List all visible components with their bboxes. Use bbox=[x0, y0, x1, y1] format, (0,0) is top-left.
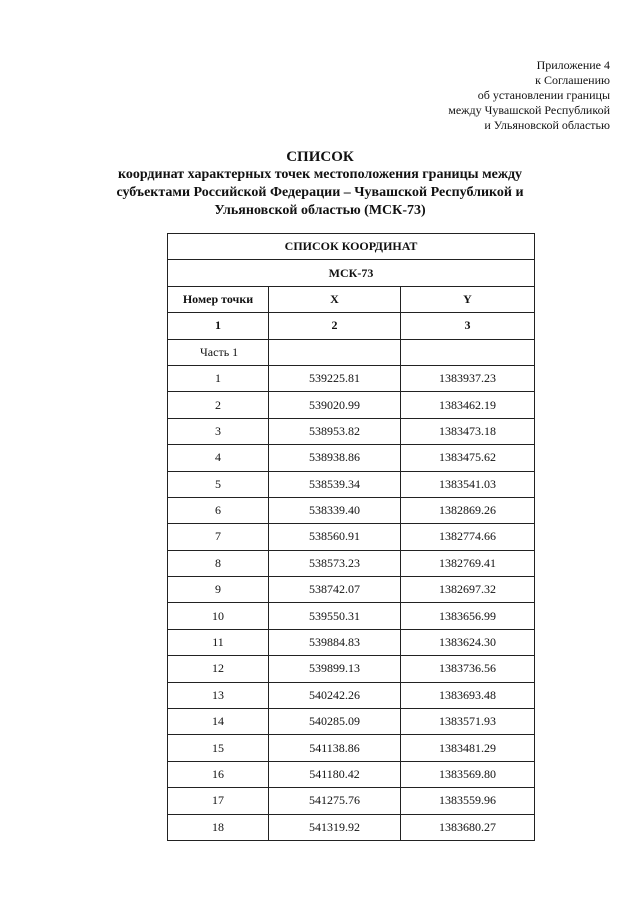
column-number: 1 bbox=[168, 313, 269, 339]
table-row bbox=[168, 445, 535, 471]
annex-line: к Соглашению bbox=[535, 73, 610, 87]
y-coordinate-cell: 1382774.66 bbox=[401, 524, 535, 550]
x-coordinate-cell: 541180.42 bbox=[269, 761, 401, 787]
table-row bbox=[168, 656, 535, 682]
table-row bbox=[168, 577, 535, 603]
table-row bbox=[168, 709, 535, 735]
table-caption-row bbox=[168, 234, 535, 260]
title-line: субъектами Российской Федерации – Чувашской Республикой и bbox=[116, 185, 524, 200]
column-header-point: Номер точки bbox=[168, 286, 269, 312]
point-number-cell: 1 bbox=[168, 365, 269, 391]
table-caption: СПИСОК КООРДИНАТ bbox=[168, 234, 535, 260]
x-coordinate-cell: 541138.86 bbox=[269, 735, 401, 761]
table-row bbox=[168, 471, 535, 497]
y-coordinate-cell: 1383462.19 bbox=[401, 392, 535, 418]
point-number-cell: 12 bbox=[168, 656, 269, 682]
x-coordinate-cell: 539020.99 bbox=[269, 392, 401, 418]
table-column-numbers-row bbox=[168, 313, 535, 339]
point-number-cell: 18 bbox=[168, 814, 269, 840]
point-number-cell: 16 bbox=[168, 761, 269, 787]
empty-cell bbox=[401, 339, 535, 365]
point-number-cell: 11 bbox=[168, 629, 269, 655]
document-title bbox=[0, 148, 640, 220]
y-coordinate-cell: 1383736.56 bbox=[401, 656, 535, 682]
y-coordinate-cell: 1383937.23 bbox=[401, 365, 535, 391]
point-number-cell: 10 bbox=[168, 603, 269, 629]
y-coordinate-cell: 1382697.32 bbox=[401, 577, 535, 603]
annex-header bbox=[448, 58, 610, 133]
x-coordinate-cell: 540242.26 bbox=[269, 682, 401, 708]
point-number-cell: 6 bbox=[168, 497, 269, 523]
point-number-cell: 3 bbox=[168, 418, 269, 444]
point-number-cell: 2 bbox=[168, 392, 269, 418]
x-coordinate-cell: 538339.40 bbox=[269, 497, 401, 523]
column-header-x: X bbox=[269, 286, 401, 312]
point-number-cell: 9 bbox=[168, 577, 269, 603]
table-row bbox=[168, 418, 535, 444]
y-coordinate-cell: 1383541.03 bbox=[401, 471, 535, 497]
y-coordinate-cell: 1383624.30 bbox=[401, 629, 535, 655]
coordinate-system: МСК-73 bbox=[168, 260, 535, 286]
table-row bbox=[168, 550, 535, 576]
x-coordinate-cell: 539899.13 bbox=[269, 656, 401, 682]
y-coordinate-cell: 1383680.27 bbox=[401, 814, 535, 840]
coordinates-table bbox=[167, 233, 535, 841]
annex-line: и Ульяновской областью bbox=[484, 118, 610, 132]
x-coordinate-cell: 539550.31 bbox=[269, 603, 401, 629]
x-coordinate-cell: 541319.92 bbox=[269, 814, 401, 840]
y-coordinate-cell: 1382769.41 bbox=[401, 550, 535, 576]
column-number: 2 bbox=[269, 313, 401, 339]
title-main: СПИСОК bbox=[286, 149, 354, 165]
y-coordinate-cell: 1383693.48 bbox=[401, 682, 535, 708]
y-coordinate-cell: 1383473.18 bbox=[401, 418, 535, 444]
table-row bbox=[168, 392, 535, 418]
x-coordinate-cell: 538539.34 bbox=[269, 471, 401, 497]
table-row bbox=[168, 629, 535, 655]
table-row bbox=[168, 788, 535, 814]
table-row bbox=[168, 735, 535, 761]
point-number-cell: 13 bbox=[168, 682, 269, 708]
x-coordinate-cell: 538938.86 bbox=[269, 445, 401, 471]
x-coordinate-cell: 538560.91 bbox=[269, 524, 401, 550]
x-coordinate-cell: 539225.81 bbox=[269, 365, 401, 391]
empty-cell bbox=[269, 339, 401, 365]
point-number-cell: 15 bbox=[168, 735, 269, 761]
x-coordinate-cell: 540285.09 bbox=[269, 709, 401, 735]
table-row bbox=[168, 524, 535, 550]
point-number-cell: 5 bbox=[168, 471, 269, 497]
title-line: координат характерных точек местоположения границы между bbox=[117, 167, 523, 182]
part-label: Часть 1 bbox=[168, 339, 269, 365]
table-row bbox=[168, 603, 535, 629]
annex-line: об установлении границы bbox=[477, 88, 610, 102]
y-coordinate-cell: 1383475.62 bbox=[401, 445, 535, 471]
annex-line: между Чувашской Республикой bbox=[448, 103, 610, 117]
table-row bbox=[168, 365, 535, 391]
x-coordinate-cell: 538953.82 bbox=[269, 418, 401, 444]
part-row bbox=[168, 339, 535, 365]
point-number-cell: 17 bbox=[168, 788, 269, 814]
x-coordinate-cell: 538742.07 bbox=[269, 577, 401, 603]
y-coordinate-cell: 1382869.26 bbox=[401, 497, 535, 523]
annex-line: Приложение 4 bbox=[536, 58, 610, 72]
column-header-y: Y bbox=[401, 286, 535, 312]
table-row bbox=[168, 814, 535, 840]
x-coordinate-cell: 541275.76 bbox=[269, 788, 401, 814]
table-row bbox=[168, 682, 535, 708]
y-coordinate-cell: 1383569.80 bbox=[401, 761, 535, 787]
point-number-cell: 8 bbox=[168, 550, 269, 576]
table-row bbox=[168, 497, 535, 523]
point-number-cell: 7 bbox=[168, 524, 269, 550]
table-header-row bbox=[168, 286, 535, 312]
table-system-row bbox=[168, 260, 535, 286]
x-coordinate-cell: 539884.83 bbox=[269, 629, 401, 655]
column-number: 3 bbox=[401, 313, 535, 339]
table-row bbox=[168, 761, 535, 787]
y-coordinate-cell: 1383481.29 bbox=[401, 735, 535, 761]
point-number-cell: 4 bbox=[168, 445, 269, 471]
x-coordinate-cell: 538573.23 bbox=[269, 550, 401, 576]
point-number-cell: 14 bbox=[168, 709, 269, 735]
y-coordinate-cell: 1383656.99 bbox=[401, 603, 535, 629]
title-line: Ульяновской областью (МСК-73) bbox=[214, 203, 426, 218]
y-coordinate-cell: 1383571.93 bbox=[401, 709, 535, 735]
y-coordinate-cell: 1383559.96 bbox=[401, 788, 535, 814]
